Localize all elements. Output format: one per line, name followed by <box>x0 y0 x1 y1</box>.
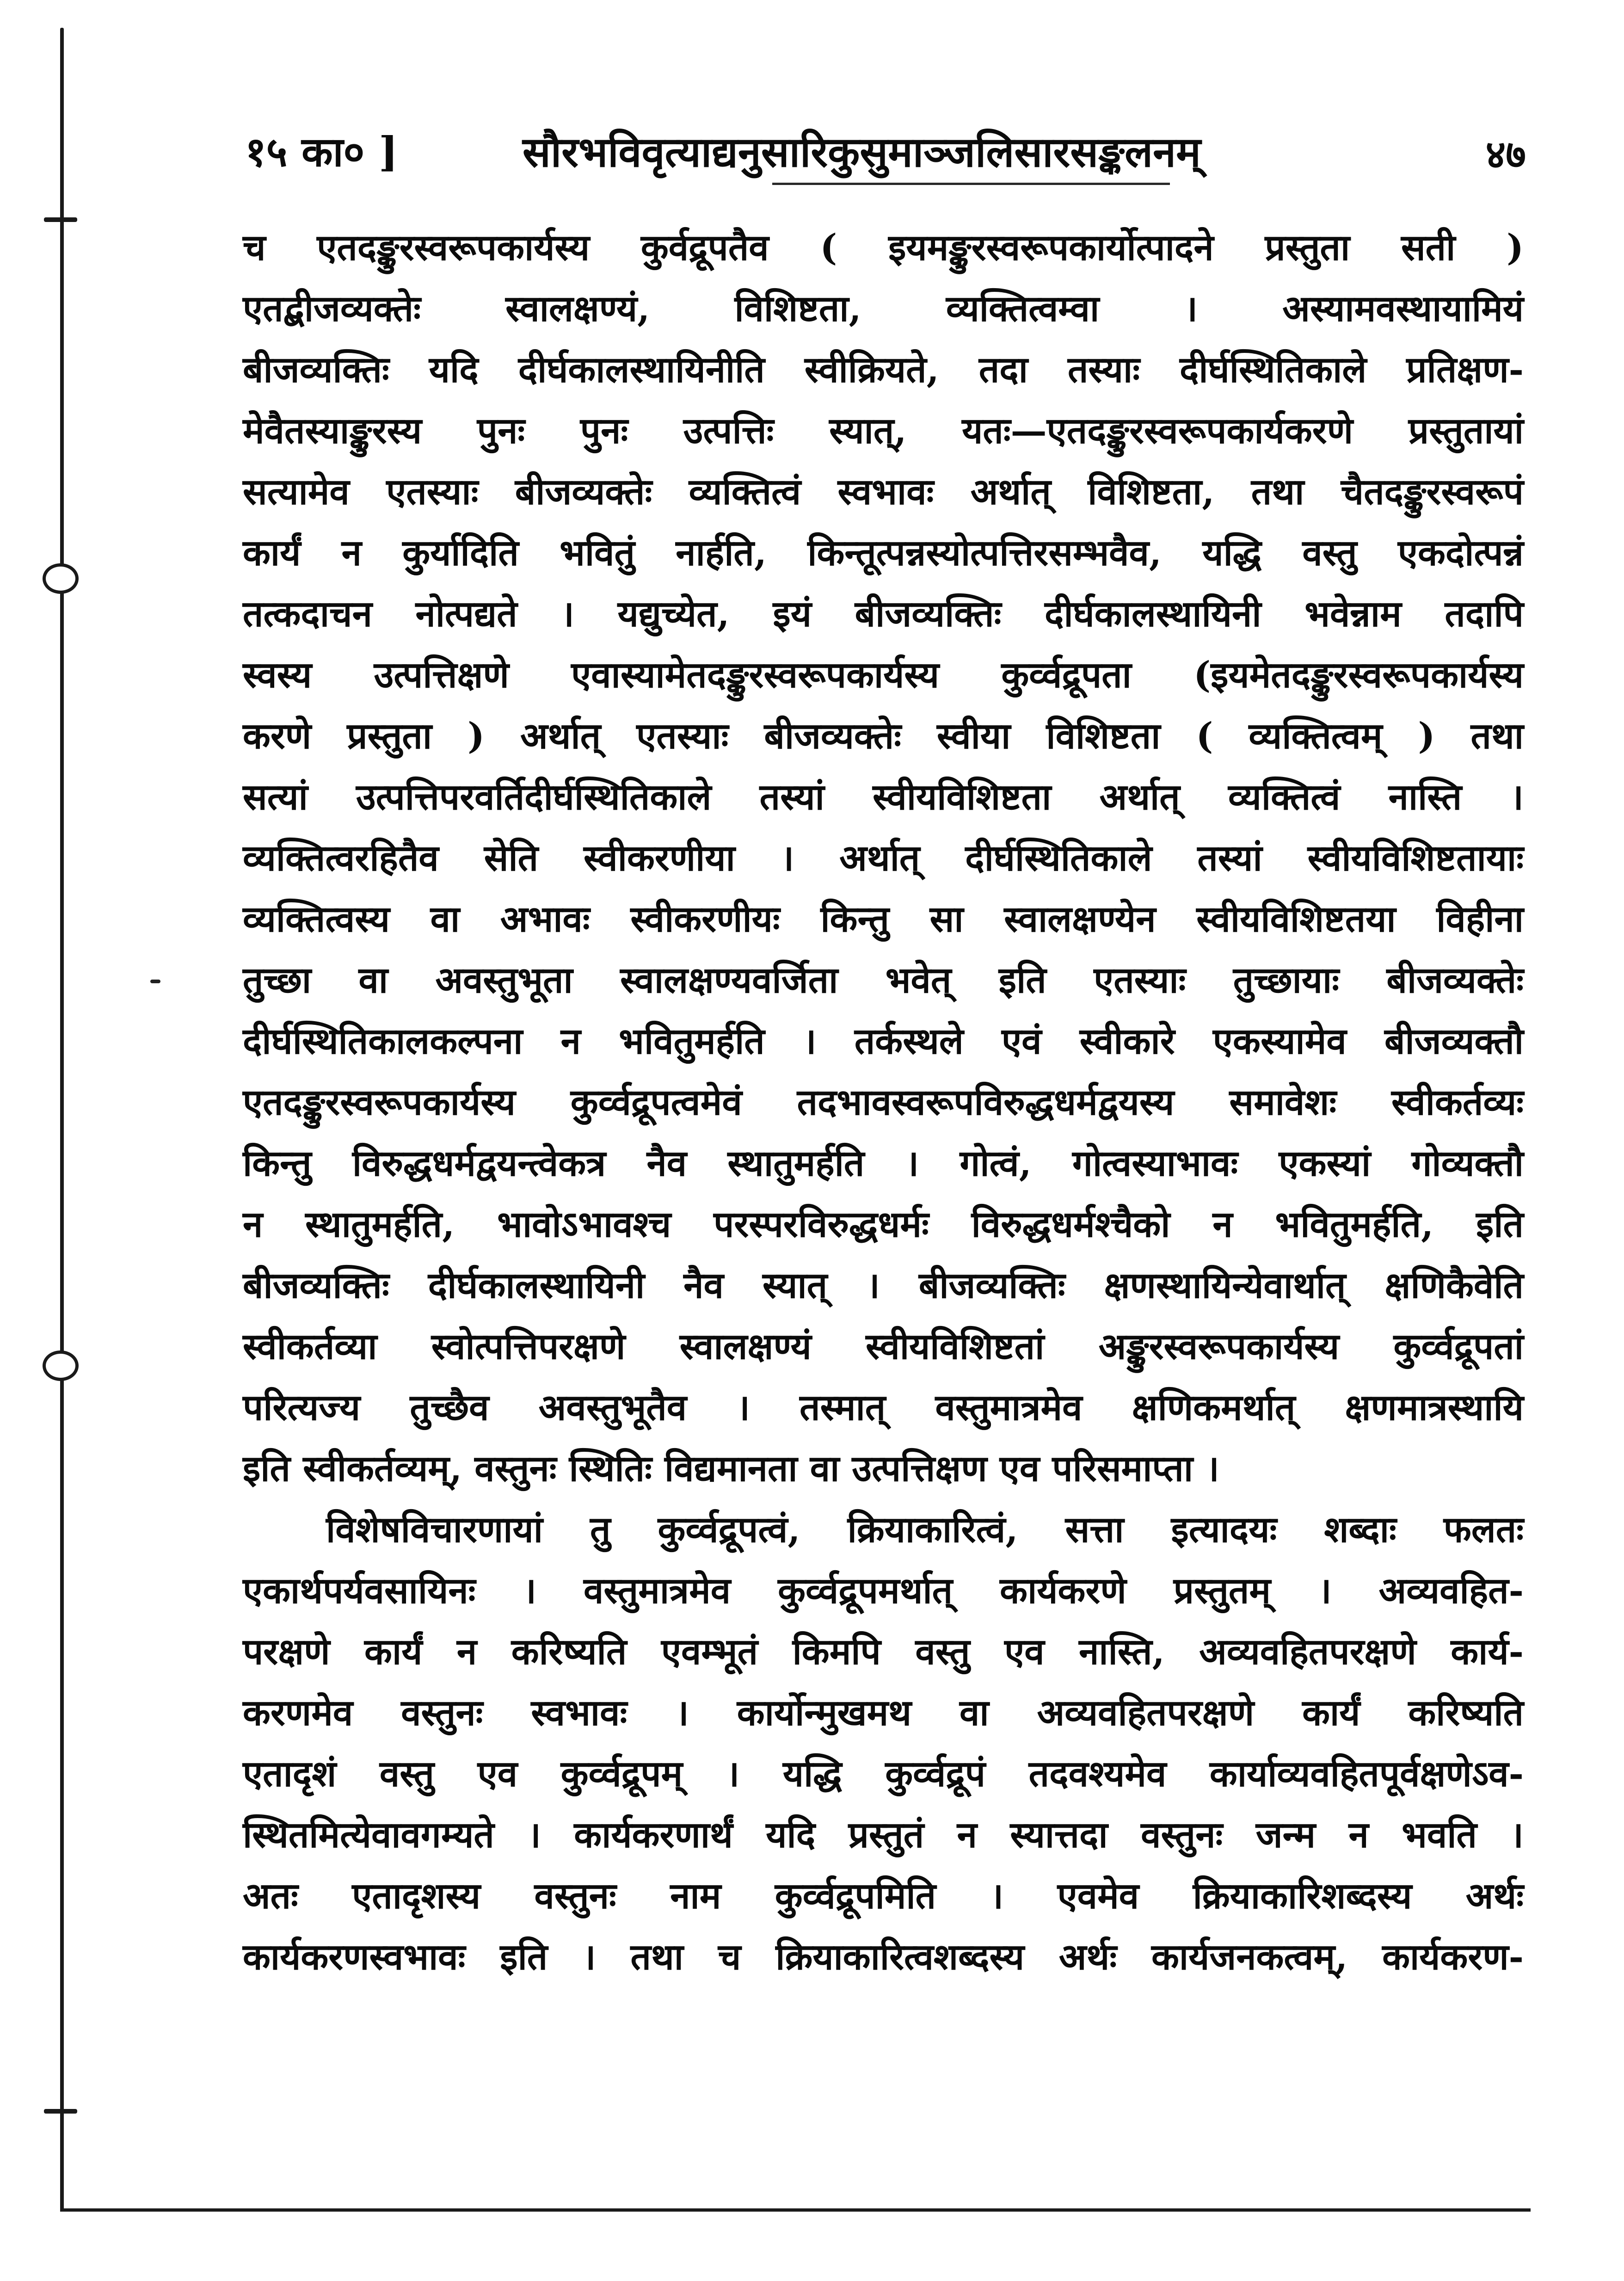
text-line: बीजव्यक्तिः यदि दीर्घकालस्थायिनीति स्वीक्रियते, तदा तस्याः दीर्घस्थितिकाले प्रतिक्षण- <box>243 349 1524 391</box>
text-line: एतादृशं वस्तु एव कुर्व्वद्रूपम् । यद्धि कुर्व्वद्रूपं तदवश्यमेव कार्याव्यवहितपूर्वक्षणेऽव- <box>243 1753 1524 1795</box>
running-header <box>245 118 1540 192</box>
text-line: सत्यामेव एतस्याः बीजव्यक्तेः व्यक्तित्वं स्वभावः अर्थात् विशिष्टता, तथा चैतदङ्कुरस्वरूपं <box>243 471 1524 513</box>
chapter-reference: १५ का० ] <box>245 128 398 176</box>
binding-tick-mark <box>44 217 77 222</box>
title-underline <box>772 183 1170 185</box>
binding-ring-mark <box>43 1350 79 1381</box>
binding-ring-mark <box>43 563 79 594</box>
text-line: एतद्बीजव्यक्तेः स्वालक्षण्यं, विशिष्टता, व्यक्तित्वम्वा । अस्यामवस्थायामियं <box>243 288 1524 330</box>
paragraph-start-line: विशेषविचारणायां तु कुर्व्वद्रूपत्वं, क्रियाकारित्वं, सत्ता इत्यादयः शब्दाः फलतः <box>326 1509 1524 1551</box>
text-line: परक्षणे कार्यं न करिष्यति एवम्भूतं किमपि वस्तु एव नास्ति, अव्यवहितपरक्षणे कार्य- <box>243 1631 1524 1673</box>
text-line: परित्यज्य तुच्छैव अवस्तुभूतैव । तस्मात् वस्तुमात्रमेव क्षणिकमर्थात् क्षणमात्रस्थायि <box>243 1387 1524 1429</box>
text-line: किन्तु विरुद्धधर्मद्वयन्त्वेकत्र नैव स्थातुमर्हति । गोत्वं, गोत्वस्याभावः एकस्यां गोव्यक्तौ <box>243 1142 1524 1184</box>
stray-ink-mark <box>150 980 160 983</box>
page-number: ४७ <box>1485 131 1526 177</box>
text-line: मेवैतस्याङ्कुरस्य पुनः पुनः उत्पत्तिः स्यात्, यतः—एतदङ्कुरस्वरूपकार्यकरणे प्रस्तुतायां <box>243 410 1524 452</box>
binding-edge-line <box>60 28 64 2211</box>
text-line: तत्कदाचन नोत्पद्यते । यद्युच्येत, इयं बीजव्यक्तिः दीर्घकालस्थायिनी भवेन्नाम तदापि <box>243 593 1524 635</box>
text-line: एतदङ्कुरस्वरूपकार्यस्य कुर्व्वद्रूपत्वमेवं तदभावस्वरूपविरुद्धधर्मद्वयस्य समावेशः स्वीकर्तव्यः <box>243 1081 1524 1123</box>
text-line: कार्यं न कुर्यादिति भवितुं नार्हति, किन्तूत्पन्नस्योत्पत्तिरसम्भवैव, यद्धि वस्तु एकदोत्पन्नं <box>243 532 1524 574</box>
paragraph-end-line: इति स्वीकर्तव्यम्, वस्तुनः स्थितिः विद्यमानता वा उत्पत्तिक्षण एव परिसमाप्ता । <box>243 1448 1219 1490</box>
bottom-edge-line <box>60 2208 1531 2212</box>
text-line: अतः एतादृशस्य वस्तुनः नाम कुर्व्वद्रूपमिति । एवमेव क्रियाकारिशब्दस्य अर्थः <box>243 1875 1524 1917</box>
running-title: सौरभविवृत्याद्यनुसारिकुसुमाञ्जलिसारसङ्कलनम् <box>523 128 1201 177</box>
body-text <box>243 217 1524 1988</box>
binding-tick-mark <box>44 2109 77 2114</box>
text-line: व्यक्तित्वस्य वा अभावः स्वीकरणीयः किन्तु सा स्वालक्षण्येन स्वीयविशिष्टतया विहीना <box>243 898 1524 940</box>
text-line: करणे प्रस्तुता ) अर्थात् एतस्याः बीजव्यक्तेः स्वीया विशिष्टता ( व्यक्तित्वम् ) तथा <box>243 715 1524 757</box>
text-line: बीजव्यक्तिः दीर्घकालस्थायिनी नैव स्यात् । बीजव्यक्तिः क्षणस्थायिन्येवार्थात् क्षणिकैवेति <box>243 1264 1524 1307</box>
text-line: दीर्घस्थितिकालकल्पना न भवितुमर्हति । तर्कस्थले एवं स्वीकारे एकस्यामेव बीजव्यक्तौ <box>243 1020 1524 1062</box>
text-line: कार्यकरणस्वभावः इति । तथा च क्रियाकारित्वशब्दस्य अर्थः कार्यजनकत्वम्, कार्यकरण- <box>243 1936 1524 1978</box>
text-line: च एतदङ्कुरस्वरूपकार्यस्य कुर्वद्रूपतैव ( इयमङ्कुरस्वरूपकार्योत्पादने प्रस्तुता सती ) <box>243 227 1524 269</box>
text-line: स्थितमित्येवावगम्यते । कार्यकरणार्थं यदि प्रस्तुतं न स्यात्तदा वस्तुनः जन्म न भवति । <box>243 1814 1524 1856</box>
text-line: स्वीकर्तव्या स्वोत्पत्तिपरक्षणे स्वालक्षण्यं स्वीयविशिष्टतां अङ्कुरस्वरूपकार्यस्य कुर्व्वद्रूपतां <box>243 1325 1524 1368</box>
text-line: स्वस्य उत्पत्तिक्षणे एवास्यामेतदङ्कुरस्वरूपकार्यस्य कुर्व्वद्रूपता (इयमेतदङ्कुरस्वरूपकार्यस्य <box>243 654 1524 696</box>
text-line: व्यक्तित्वरहितैव सेति स्वीकरणीया । अर्थात् दीर्घस्थितिकाले तस्यां स्वीयविशिष्टतायाः <box>243 837 1524 879</box>
text-line: करणमेव वस्तुनः स्वभावः । कार्योन्मुखमथ वा अव्यवहितपरक्षणे कार्यं करिष्यति <box>243 1692 1524 1734</box>
text-line: तुच्छा वा अवस्तुभूता स्वालक्षण्यवर्जिता भवेत् इति एतस्याः तुच्छायाः बीजव्यक्तेः <box>243 959 1524 1001</box>
text-line: न स्थातुमर्हति, भावोऽभावश्च परस्परविरुद्धधर्मः विरुद्धधर्मश्चैको न भवितुमर्हति, इति <box>243 1203 1524 1245</box>
text-line: सत्यां उत्पत्तिपरवर्तिदीर्घस्थितिकाले तस्यां स्वीयविशिष्टता अर्थात् व्यक्तित्वं नास्ति । <box>243 776 1524 818</box>
text-line: एकार्थपर्यवसायिनः । वस्तुमात्रमेव कुर्व्वद्रूपमर्थात् कार्यकरणे प्रस्तुतम् । अव्यवहित- <box>243 1570 1524 1612</box>
